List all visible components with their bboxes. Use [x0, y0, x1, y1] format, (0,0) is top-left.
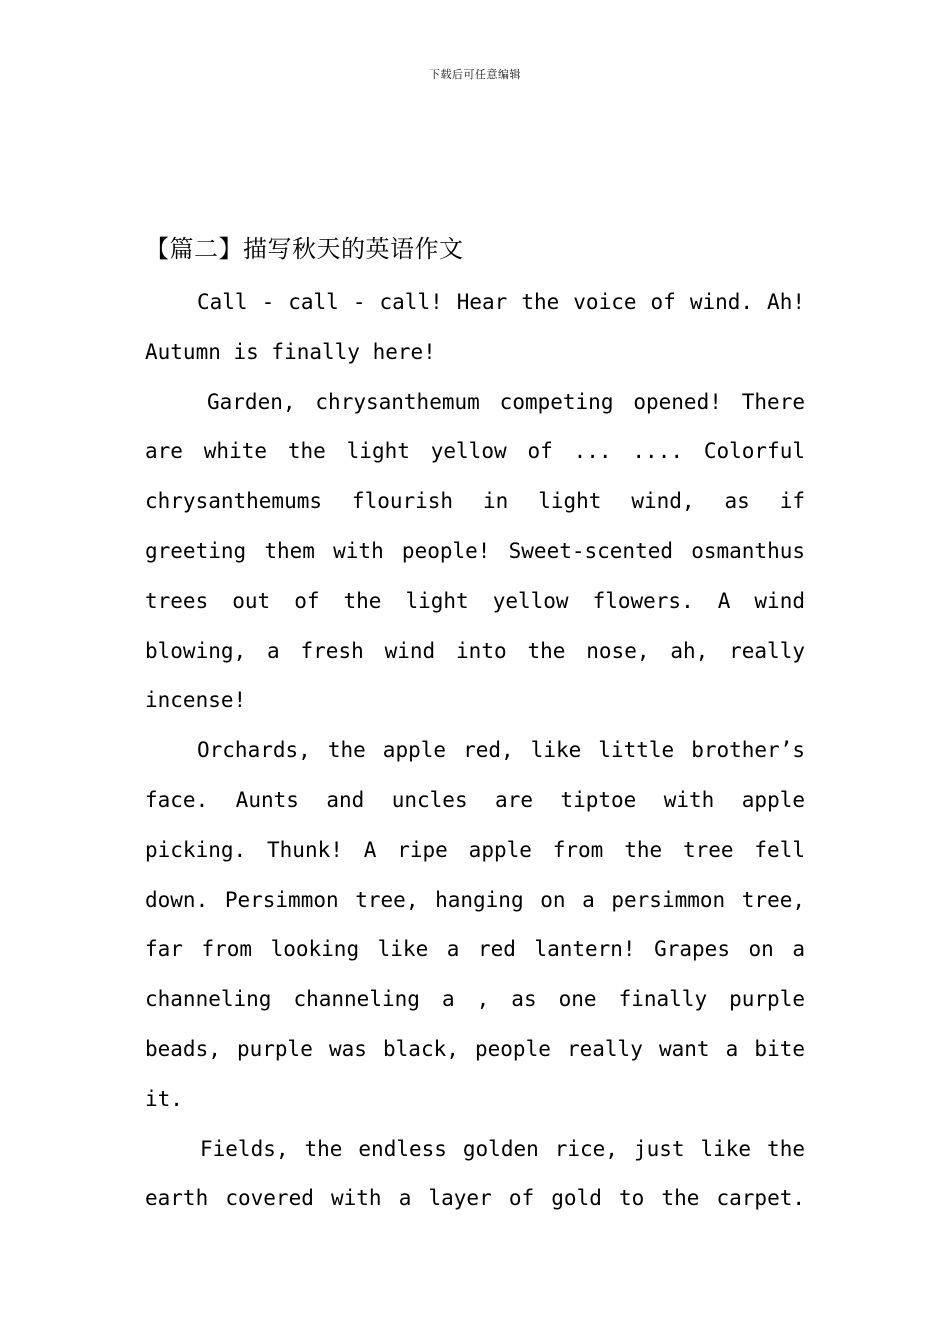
paragraph-line: Fields, the endless golden rice, just like the	[200, 1136, 805, 1161]
section-title: 【篇二】描写秋天的英语作文	[145, 235, 464, 263]
paragraph-line: beads, purple was black, people really want a bite	[145, 1036, 805, 1061]
paragraph-line: Garden, chrysanthemum competing opened! There	[207, 389, 805, 414]
paragraph-line: down. Persimmon tree, hanging on a persimmon tree,	[145, 887, 805, 912]
paragraph-line: Orchards, the apple red, like little brother’s	[197, 738, 805, 763]
paragraph-4	[145, 1125, 805, 1225]
paragraph-line: are white the light yellow of ... .... Colorful	[145, 439, 805, 464]
paragraph-2	[145, 378, 805, 727]
paragraph-line: channeling channeling a , as one finally purple	[145, 987, 805, 1012]
paragraph-line: earth covered with a layer of gold to the carpet.	[145, 1186, 805, 1211]
paragraph-line: Call - call - call! Hear the voice of wind. Ah!	[197, 290, 805, 314]
paragraph-line: Autumn is finally here!	[145, 339, 436, 364]
paragraph-line: blowing, a fresh wind into the nose, ah, really	[145, 638, 805, 663]
paragraph-line: picking. Thunk! A ripe apple from the tree fell	[145, 837, 805, 862]
paragraph-3	[145, 726, 805, 1124]
paragraph-line: incense!	[145, 688, 247, 713]
header-note: 下载后可任意编辑	[429, 68, 521, 81]
paragraph-line: chrysanthemums flourish in light wind, as if	[145, 489, 805, 514]
paragraph-line: it.	[145, 1086, 183, 1111]
paragraph-line: far from looking like a red lantern! Grapes on a	[145, 937, 805, 962]
paragraph-line: face. Aunts and uncles are tiptoe with apple	[145, 787, 805, 812]
document-body	[145, 228, 805, 1224]
paragraph-line: trees out of the light yellow flowers. A wind	[145, 588, 805, 613]
paragraph-line: greeting them with people! Sweet-scented osmanthus	[145, 538, 805, 563]
paragraph-1	[145, 278, 805, 378]
